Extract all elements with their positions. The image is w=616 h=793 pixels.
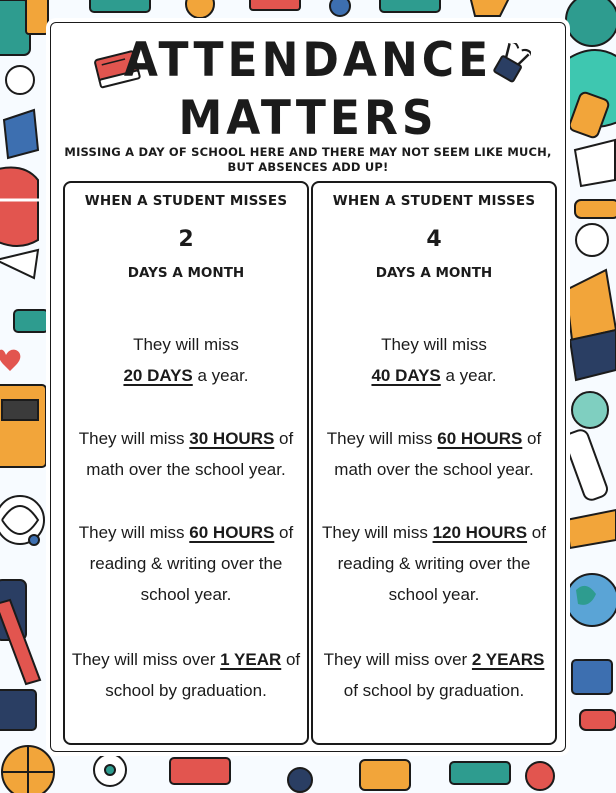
stat-math-hours [67,423,305,485]
stat-text: They will miss [381,335,487,354]
stat-reading-hours [315,517,553,610]
stat-highlight: 60 HOURS [437,429,523,448]
stat-reading-hours [67,517,305,610]
stat-text: They will miss [78,523,190,542]
stat-text: of reading & writing over the school year. [89,523,294,604]
stat-text: of reading & writing over the school year. [337,523,546,604]
column-4-days [311,181,557,745]
stat-days-per-year [67,329,305,391]
stat-graduation [315,644,553,706]
stat-text: They will miss [78,429,190,448]
stat-days-per-year [315,329,553,391]
stat-graduation [67,644,305,706]
doodle-left-column [0,168,54,793]
column-period: DAYS A MONTH [375,265,493,281]
stat-text: of school by graduation. [105,650,301,700]
stat-highlight: 1 YEAR [220,650,282,669]
stat-text: a year. [192,366,249,385]
stat-highlight: 2 YEARS [471,650,545,669]
column-heading: WHEN A STUDENT MISSES [84,193,288,209]
column-period: DAYS A MONTH [127,265,245,281]
stat-highlight: 20 DAYS [123,366,193,385]
stat-highlight: 60 HOURS [189,523,275,542]
subtitle-line-2: BUT ABSENCES ADD UP! [227,160,389,174]
stat-highlight: 40 DAYS [371,366,441,385]
subtitle [61,145,555,175]
stat-highlight: 30 HOURS [189,429,275,448]
stat-text: a year. [440,366,497,385]
attendance-card [50,22,566,752]
stat-text: They will miss [322,523,433,542]
stat-text: They will miss over [71,650,221,669]
stat-text: of math over the school year. [334,429,542,479]
stat-highlight: 120 HOURS [432,523,528,542]
doodle-bottom-strip [94,754,554,792]
column-heading: WHEN A STUDENT MISSES [332,193,536,209]
stat-text: of school by graduation. [343,681,525,700]
doodle-top-left-cluster [0,0,48,158]
stat-text: of math over the school year. [86,429,294,479]
doodle-top-right-cluster [566,0,616,256]
stat-text: They will miss [133,335,239,354]
stat-math-hours [315,423,553,485]
subtitle-line-1: MISSING A DAY OF SCHOOL HERE AND THERE MAY NOT SEEM LIKE MUCH, [64,145,552,159]
title-line-1: ATTENDANCE [123,32,493,88]
column-number: 4 [426,227,442,252]
stat-text: They will miss over [323,650,472,669]
column-number: 2 [178,227,194,252]
doodle-top-strip [90,0,510,18]
column-2-days [63,181,309,745]
stat-text: They will miss [326,429,438,448]
title-line-2: MATTERS [178,90,438,146]
doodle-right-column [563,270,616,730]
